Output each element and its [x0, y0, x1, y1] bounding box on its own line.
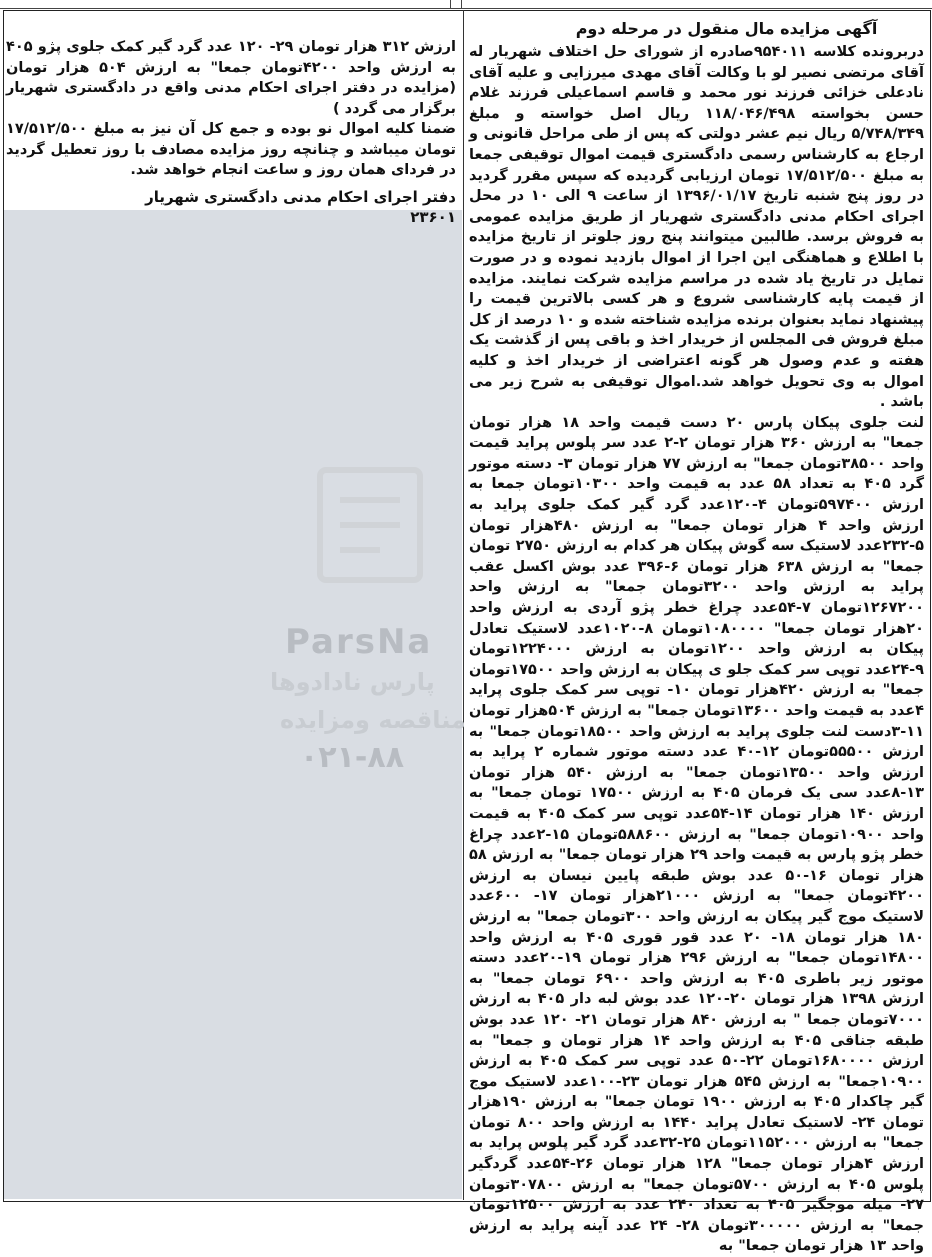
top-border — [0, 0, 932, 9]
seized-items-list: لنت جلوی پیکان پارس ۲۰ دست قیمت واحد ۱۸ هزار تومان جمعا" به ارزش ۳۶۰ هزار تومان ۲-۲ عدد سر پلوس پراید قیمت واحد ۳۸۵۰۰تومان جمعا" به ارزش ۷۷ هزار تومان ۳- دسته موتور گرد ۴۰۵ به تعداد ۵۸ عدد به قیمت واحد ۱۰۳۰۰تومان جمعا به ارزش ۵۹۷۴۰۰تومان ۴-۱۲۰عدد گرد گیر کمک جلوی پراید به ارزش واحد ۴ هزار تومان جمعا" به ارزش ۴۸۰هزار تومان ۵-۲۳۲عدد لاستیک سه گوش پیکان هر کدام به ارزش ۲۷۵۰ تومان جمعا" به ارزش ۶۳۸ هزار تومان ۶-۳۹۶ عدد بوش اکسل عقب پراید به ارزش واحد ۳۲۰۰تومان جمعا" به ارزش واحد ۱۲۶۷۲۰۰تومان ۷-۵۴عدد چراغ خطر پژو آردی به ارزش واحد ۲۰هزار تومان جمعا" ۱۰۸۰۰۰۰تومان ۸-۱۰۲۰عدد لاستیک تعادل پیکان به ارزش واحد ۱۲۰۰تومان به ارزش ۱۲۲۴۰۰۰تومان ۹-۲۴عدد توپی سر کمک جلو ی پیکان به ارزش واحد ۱۷۵۰۰تومان جمعا" به ارزش ۴۲۰هزار تومان ۱۰- توپی سر کمک جلوی پراید ۴عدد به قیمت واحد ۱۳۶۰۰تومان جمعا" به ارزش ۵۰۴هزار تومان ۱۱-۳دست لنت جلوی پراید به ارزش واحد ۱۸۵۰۰تومان جمعا" به ارزش ۵۵۵۰۰تومان ۱۲-۴۰ عدد دسته موتور شماره ۲ پراید به ارزش واحد ۱۳۵۰۰تومان جمعا" به ارزش ۵۴۰ هزار تومان ۱۳-۸عدد سی یک فرمان ۴۰۵ به ارزش ۱۷۵۰۰ تومان جمعا" به ارزش ۱۴۰ هزار تومان ۱۴-۵۴عدد توپی سر کمک ۴۰۵ به قیمت واحد ۱۰۹۰۰تومان جمعا" به ارزش ۵۸۸۶۰۰تومان ۱۵-۲عدد چراغ خطر پژو پارس به قیمت واحد ۲۹ هزار تومان جمعا" به ارزش ۵۸ هزار تومان ۱۶-۵۰ عدد بوش طبقه پایین نیسان به ارزش ۴۲۰۰تومان جمعا" به ارزش ۲۱۰۰۰هزار تومان ۱۷- ۶۰۰عدد لاستیک موج گیر پیکان به ارزش واحد ۳۰۰تومان جمعا" به ارزش ۱۸۰ هزار تومان ۱۸- ۲۰ عدد قور قوری ۴۰۵ به ارزش واحد ۱۴۸۰۰تومان جمعا" به ارزش ۲۹۶ هزار تومان ۱۹-۲۰عدد دسته موتور زیر باطری ۴۰۵ به ارزش واحد ۶۹۰۰ تومان جمعا" به ارزش ۱۳۹۸ هزار تومان ۲۰-۱۲۰ عدد بوش لبه دار ۴۰۵ به ارزش ۷۰۰۰تومان جمعا " به ارزش ۸۴۰ هزار تومان ۲۱- ۱۲۰ عدد بوش طبقه جناقی ۴۰۵ به ارزش واحد ۱۴ هزار تومان و جمعا" به ارزش ۱۶۸۰۰۰۰تومان ۲۲-۵۰ عدد توپی سر کمک ۴۰۵ به ارزش ۱۰۹۰۰جمعا" به ارزش ۵۴۵ هزار تومان ۲۳-۱۰۰عدد لاستیک موج گیر چاکدار ۴۰۵ به ارزش ۱۹۰۰ تومان جمعا" به ارزش ۱۹۰هزار تومان ۲۴- لاستیک تعادل پراید ۱۴۴۰ به ارزش واحد ۸۰۰ تومان جمعا" به ارزش ۱۱۵۲۰۰۰تومان ۲۵-۳۲عدد گرد گیر پلوس پراید به ارزش ۴هزار تومان جمعا" ۱۲۸ هزار تومان ۲۶-۵۴عدد گردگیر پلوس ۴۰۵ به ارزش ۵۷۰۰تومان جمعا" به ارزش ۳۰۷۸۰۰تومان ۲۷- میله موجگیر ۴۰۵ به تعداد ۲۴۰ عدد به ارزش ۱۲۵۰۰تومان جمعا" به ارزش ۳۰۰۰۰۰تومان ۲۸- ۲۴ عدد آینه پراید به ارزش واحد ۱۳ هزار تومان جمعا" به — [469, 414, 925, 1255]
continuation-text-1: ارزش ۳۱۲ هزار تومان ۲۹- ۱۲۰ عدد گرد گیر کمک جلوی پژو ۴۰۵ به ارزش واحد ۴۲۰۰تومان جمعا" به ارزش ۵۰۴ هزار تومان (مزایده در دفتر اجرای احکام مدنی واقع در دادگستری شهریار برگزار می گردد ) — [6, 39, 457, 117]
continuation-column — [6, 37, 456, 228]
office-signature: دفتر اجرای احکام مدنی دادگستری شهریار — [145, 187, 456, 206]
continuation-text-2: ضمنا کلیه اموال نو بوده و جمع کل آن نیز به مبلغ ۱۷/۵۱۲/۵۰۰ تومان میباشد و چنانچه روز مزایده مصادف با روز تعطیل گردید در فردای همان روز و ساعت انجام خواهد شد. — [6, 121, 456, 178]
notice-title: آگهی مزایده مال منقول در مرحله دوم — [575, 19, 878, 38]
watermark-brand: ParsNa — [285, 622, 433, 662]
watermark-phone: ۰۲۱-۸۸ — [300, 740, 405, 775]
notice-body: دربرونده کلاسه ۹۵۴۰۱۱صادره از شورای حل اختلاف شهریار له آقای مرتضی نصیر لو با وکالت آقای مهدی میرزایی و علیه آقای نادعلی خزائی فرزند نور محمد و قاسم اسماعیلی فرزند غلام حسن بخواسته ۱۱۸/۰۴۶/۴۹۸ ریال اصل خواسته و مبلغ ۵/۷۴۸/۳۴۹ ریال نیم عشر دولتی که پس از طی مراحل قانونی و ارجاع به کارشناس رسمی دادگستری قیمت اموال توقیفی جمعا به مبلغ ۱۷/۵۱۲/۵۰۰ تومان ارزیابی گردیده که سپس مقرر گردید در روز پنج شنبه تاریخ ۱۳۹۶/۰۱/۱۷ از ساعت ۹ الی ۱۰ در محل اجرای احکام مدنی دادگستری شهریار از طریق مزایده عمومی به فروش برسد. طالبین میتوانند پنج روز جلوتر از تاریخ مزایده با اطلاع و هماهنگی این اجرا از اموال بازدید نموده و در صورت تمایل در تاریخ یاد شده در مراسم مزایده شرکت نمایند. مزایده از قیمت پایه کارشناسی شروع و هر کسی بالاترین قیمت را پیشنهاد نماید بعنوان برنده مزایده شناخته شده و ۱۰ درصد از کل مبلغ فروش فی المجلس از خریدار اخذ و باقی پس از گذشت یک هفته و عدم وصول هر گونه اعتراضی از خریدار اخذ و کلیه اموال به وی تحویل خواهد شد.اموال توقیفی به شرح زیر می باشد . — [469, 44, 925, 411]
column-divider — [463, 10, 464, 1200]
notice-code: ۲۳۶۰۱ — [410, 208, 456, 226]
grey-background — [4, 210, 462, 1199]
watermark-line-1: پارس نادادوها — [270, 668, 435, 696]
top-mark — [450, 0, 462, 8]
watermark-line-2: مناقصه ومزایده — [280, 706, 466, 734]
notice-column — [469, 18, 924, 1257]
